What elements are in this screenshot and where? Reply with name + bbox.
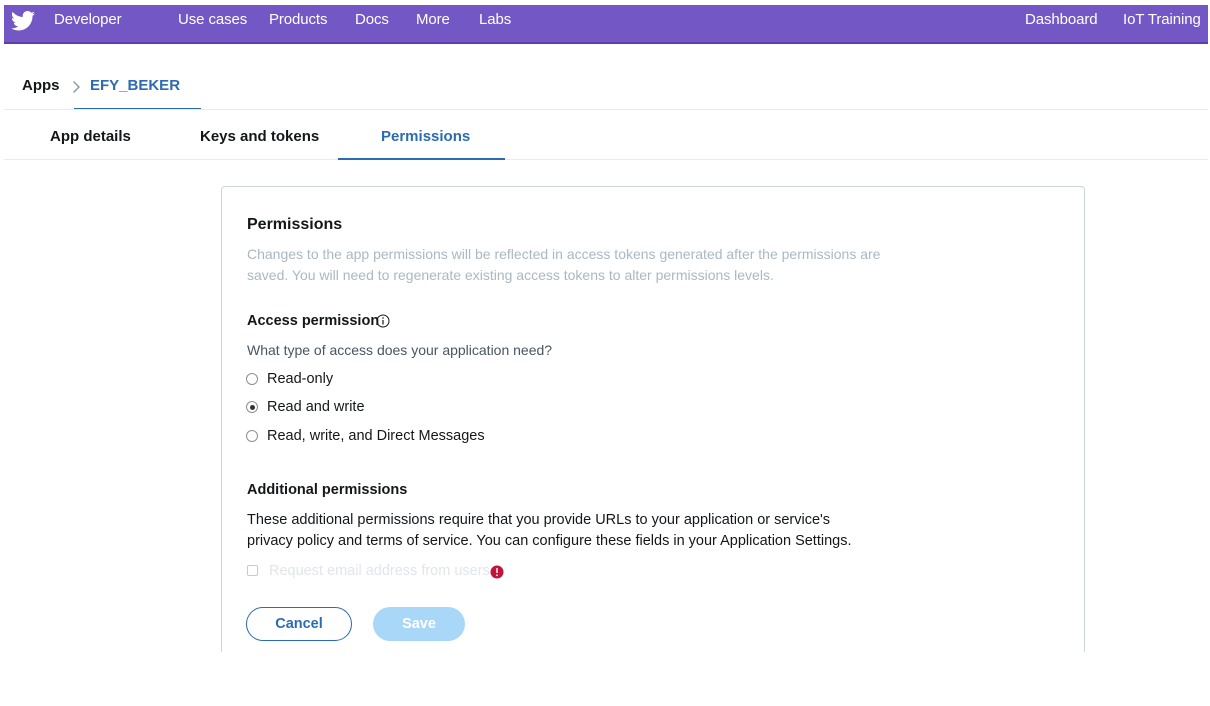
radio-read-write-dm-label[interactable]: Read, write, and Direct Messages bbox=[267, 428, 485, 444]
twitter-bird-icon[interactable] bbox=[11, 11, 35, 31]
nav-labs-link[interactable]: Labs bbox=[479, 11, 512, 28]
breadcrumb-divider bbox=[4, 109, 1208, 110]
save-button[interactable]: Save bbox=[373, 607, 465, 641]
cancel-button[interactable]: Cancel bbox=[246, 607, 352, 641]
request-email-checkbox[interactable] bbox=[247, 565, 258, 576]
info-icon[interactable] bbox=[376, 314, 390, 328]
nav-dashboard-link[interactable]: Dashboard bbox=[1025, 11, 1098, 28]
additional-permissions-heading: Additional permissions bbox=[247, 482, 408, 498]
radio-button[interactable] bbox=[246, 430, 258, 442]
permissions-description: Changes to the app permissions will be reflected in access tokens generated after the permissions are saved. You will need to regenerate existing access tokens to alter permissions levels. bbox=[247, 246, 881, 283]
top-navigation-bar bbox=[4, 5, 1208, 44]
tab-active-underline bbox=[338, 158, 505, 160]
radio-read-only-label[interactable]: Read-only bbox=[267, 371, 334, 387]
access-question: What type of access does your application need? bbox=[247, 342, 553, 358]
access-permission-heading: Access permission bbox=[247, 313, 380, 329]
radio-button[interactable] bbox=[246, 373, 258, 385]
radio-button-checked[interactable] bbox=[246, 401, 258, 413]
nav-products-link[interactable]: Products bbox=[269, 11, 328, 28]
request-email-label: Request email address from users bbox=[269, 563, 490, 579]
tab-app-details[interactable]: App details bbox=[50, 128, 131, 145]
tab-permissions[interactable]: Permissions bbox=[381, 128, 471, 145]
breadcrumb-apps-link[interactable]: Apps bbox=[22, 77, 60, 94]
radio-read-and-write-label[interactable]: Read and write bbox=[267, 399, 365, 415]
breadcrumb-current-app[interactable]: EFY_BEKER bbox=[90, 77, 181, 94]
nav-docs-link[interactable]: Docs bbox=[355, 11, 389, 28]
breadcrumb-separator-icon bbox=[72, 76, 81, 98]
nav-use-cases-link[interactable]: Use cases bbox=[178, 11, 248, 28]
nav-developer-link[interactable]: Developer bbox=[54, 11, 122, 28]
tabs-divider bbox=[4, 159, 1208, 160]
nav-more-link[interactable]: More bbox=[416, 11, 450, 28]
alert-icon[interactable] bbox=[490, 565, 504, 579]
permissions-title: Permissions bbox=[247, 216, 343, 233]
nav-user-menu[interactable]: IoT Training bbox=[1123, 11, 1201, 28]
additional-permissions-text: These additional permissions require that you provide URLs to your application or service's privacy policy and terms of service. You can configure these fields in your Application Settings. bbox=[247, 512, 852, 549]
page-bottom-fade bbox=[0, 652, 1210, 706]
tab-keys-and-tokens[interactable]: Keys and tokens bbox=[200, 128, 320, 145]
